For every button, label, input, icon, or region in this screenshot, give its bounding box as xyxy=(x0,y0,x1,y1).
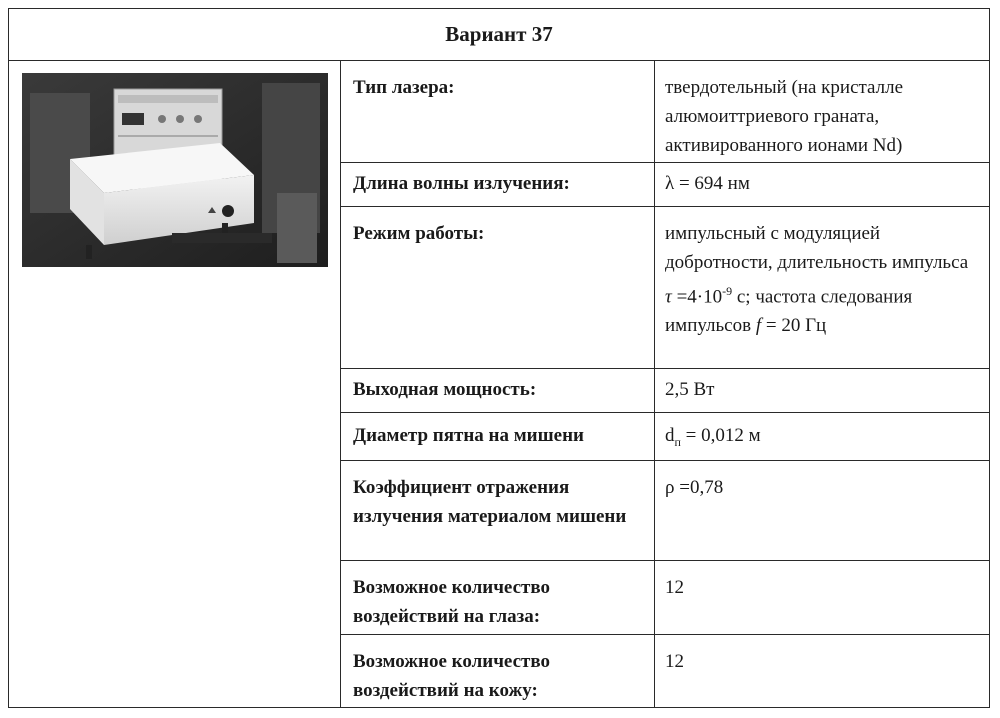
table-row xyxy=(341,369,989,413)
table-row xyxy=(341,635,989,707)
table-row xyxy=(341,413,989,461)
row-label: Диаметр пятна на мишени xyxy=(341,413,655,460)
table-row xyxy=(341,207,989,369)
variant-table xyxy=(8,8,990,708)
row-value: импульсный с модуляцией добротности, длительность импульса $\tau =4\cdot 10^{-9}$ с; частота следования импульсов f = 20 Гц xyxy=(665,223,969,337)
row-label: Возможное количество воздействий на глаза: xyxy=(341,561,655,634)
laser-photo xyxy=(22,73,328,267)
row-value: ρ =0,78 xyxy=(665,477,724,498)
photo-cell xyxy=(9,61,341,707)
row-label: Тип лазера: xyxy=(341,61,655,162)
row-value: 12 xyxy=(665,577,684,598)
row-value: твердотельный (на кристалле алюмоиттриевого граната, активированного ионами Nd) xyxy=(665,77,904,156)
row-value: $d_п = 0,012$ м xyxy=(665,425,761,449)
row-value: 12 xyxy=(665,651,684,672)
laser-device-illustration xyxy=(22,73,328,267)
table-row xyxy=(341,461,989,561)
row-value: 2,5 Вт xyxy=(665,379,715,400)
table-row xyxy=(341,61,989,163)
row-label: Возможное количество воздействий на кожу: xyxy=(341,635,655,707)
row-value: λ = 694 нм xyxy=(665,173,750,194)
table-row xyxy=(341,561,989,635)
table-row xyxy=(341,163,989,207)
table-title: Вариант 37 xyxy=(9,9,989,61)
row-label: Длина волны излучения: xyxy=(341,163,655,206)
row-label: Режим работы: xyxy=(341,207,655,368)
row-label: Выходная мощность: xyxy=(341,369,655,412)
row-label: Коэффициент отражения излучения материалом мишени xyxy=(341,461,655,560)
